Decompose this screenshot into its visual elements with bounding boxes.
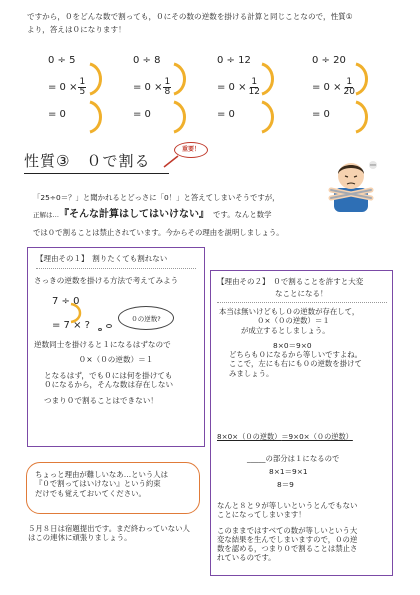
intro-line-2: より，答えは０になります！ [27, 25, 126, 34]
example-result: = 0 [133, 109, 151, 120]
question-line-1: 「25÷0＝？」と聞かれるとどっさに「0！」と答えてしまいそうですが， [33, 193, 280, 202]
reason-2-body-line: どちらも０になるから等しいですよね。 [229, 350, 363, 359]
reason-1-body-line: 逆数同士を掛けると１になるはずなので [34, 340, 171, 349]
example-expr: 0 ÷ 8 [133, 55, 161, 66]
heading-underline [24, 173, 169, 174]
question-line-2 [33, 209, 272, 222]
example-recip [217, 78, 261, 97]
footer-line: はこの連休に頑張りましょう。 [28, 533, 132, 543]
reason-2-box [210, 270, 393, 576]
footer-line: ５月８日は宿題提出です。まだ終わっていない人 [28, 524, 190, 533]
reason-1-intro: さっきの逆数を掛ける方法で考えてみよう [34, 276, 179, 285]
example-pre: = 0 × [312, 82, 342, 93]
reason-2-tail-line: なんと８と９が等しいというとんでもない [217, 501, 358, 510]
example-recip [133, 78, 171, 97]
reason-1-body-line: となるはず，でも０には何を掛けても [44, 370, 173, 380]
example-1 [48, 55, 86, 120]
reason-2-body-line: が成立するとしましょう。 [241, 325, 330, 335]
reason-2-eq-multiply [217, 432, 353, 441]
reason-2-body-line: 本当は無いけどもし０の逆数が存在して， [219, 307, 360, 316]
question-line-3: では０で割ることは禁止されています。今からその理由を説明しましょう。 [33, 228, 284, 237]
fraction-num: 1 [346, 77, 353, 87]
example-result: = 0 [217, 109, 235, 120]
reason-2-title-1: 【理由その２】 ０で割ることを許すと大変 [217, 277, 364, 286]
fraction-num: 1 [251, 77, 258, 87]
note-line: 『０で割ってはいけない』という約束 [35, 479, 161, 489]
cloud-dot [98, 328, 102, 331]
fraction-den: 20 [343, 87, 355, 97]
reason-2-tail-line: 変な結果を生んでしまいますので，０の逆 [217, 534, 358, 544]
fraction-den: 5 [79, 87, 86, 97]
reason-2-body [211, 307, 392, 378]
reason-1-body-line: ０×（０の逆数）＝１ [78, 355, 154, 365]
example-result: = 0 [312, 109, 330, 120]
reason-2-tail-line: このままではすべての数が等しいという大 [217, 525, 358, 535]
reason-1-box [27, 247, 205, 447]
note-text [35, 470, 168, 498]
fraction-den: 12 [248, 87, 260, 97]
note-line: だけでも覚えておいてください。 [35, 488, 146, 498]
example-result: = 0 [48, 109, 66, 120]
example-pre: = 0 × [133, 82, 163, 93]
answer-suffix: です。なんと数学 [213, 210, 272, 219]
example-pre: = 0 × [217, 82, 247, 93]
reason-1-eq-2: = 7 × ? [52, 320, 90, 331]
reason-2-body-line: ここで，左にも右にも０の逆数を掛けて [229, 359, 362, 369]
example-recip [48, 78, 86, 97]
eq-mid: ＝9×0×（０の逆数） [281, 432, 353, 441]
reciprocal-cloud: ０の逆数? [118, 306, 174, 330]
reason-2-eq-4: 8＝9 [277, 480, 294, 489]
reason-1-title: 【理由その１】 割りたくても割れない [36, 254, 168, 263]
reason-1-body-line: ０になるから，そんな数は存在しない [44, 380, 174, 390]
example-expr: 0 ÷ 12 [217, 55, 251, 66]
example-recip [312, 78, 356, 97]
curve-arrow-icon [170, 60, 192, 140]
curve-arrow-icon [258, 60, 280, 140]
curve-arrow-icon [86, 60, 108, 140]
note-box [26, 462, 200, 514]
example-expr: 0 ÷ 5 [48, 55, 76, 66]
reason-1-body [28, 340, 204, 405]
reason-1-eq-1: 7 ÷ 0 [52, 296, 80, 307]
reason-2-tail [211, 501, 392, 563]
reason-2-tail-line: れているのです。 [217, 553, 276, 563]
eq-left: 8×0×（０の逆数） [217, 432, 282, 441]
answer-prefix: 正解は… [33, 211, 59, 219]
reason-2-tail-line: ことになってしまいます！ [217, 510, 306, 520]
ellipsis-icon [368, 160, 378, 170]
reason-2-tail-line: 数を認める，つまり０で割ることは禁止さ [217, 544, 358, 553]
curve-arrow-icon [352, 60, 374, 140]
badge-pointer-icon [160, 155, 180, 171]
important-badge: 重要！ [174, 142, 208, 158]
cloud-dot [106, 324, 112, 328]
section-title: 性質③ ０で割る [24, 152, 151, 170]
note-line: ちょっと理由が難しいなあ…という人は [35, 470, 169, 479]
example-2 [133, 55, 171, 120]
example-expr: 0 ÷ 20 [312, 55, 346, 66]
reason-1-body-line: つまり０で割ることはできない！ [44, 395, 158, 405]
fraction-num: 1 [79, 77, 86, 87]
footer [28, 524, 190, 543]
answer-emphasis: 『そんな計算はしてはいけない』 [59, 209, 209, 220]
reason-2-body-line: ０×（０の逆数）＝１ [257, 316, 330, 326]
intro-line-1: ですから，０をどんな数で割っても，０にその数の逆数を掛ける計算と同じことなので，性質① [27, 12, 353, 21]
example-pre: = 0 × [48, 82, 78, 93]
example-3 [217, 55, 261, 120]
reason-2-body-line: 8×0＝9×0 [273, 340, 312, 350]
divider [36, 268, 196, 269]
reason-2-title-2: なことになる！ [275, 289, 328, 298]
reason-2-eq-3: 8×1＝9×1 [269, 467, 308, 476]
example-4 [312, 55, 356, 120]
reason-2-blank-line: _____の部分は１になるので [247, 454, 340, 463]
fraction-den: 8 [164, 87, 171, 97]
reason-2-body-line: みましょう。 [229, 368, 274, 378]
fraction-num: 1 [164, 77, 171, 87]
curve-arrow-icon [69, 302, 85, 326]
divider [217, 302, 387, 303]
